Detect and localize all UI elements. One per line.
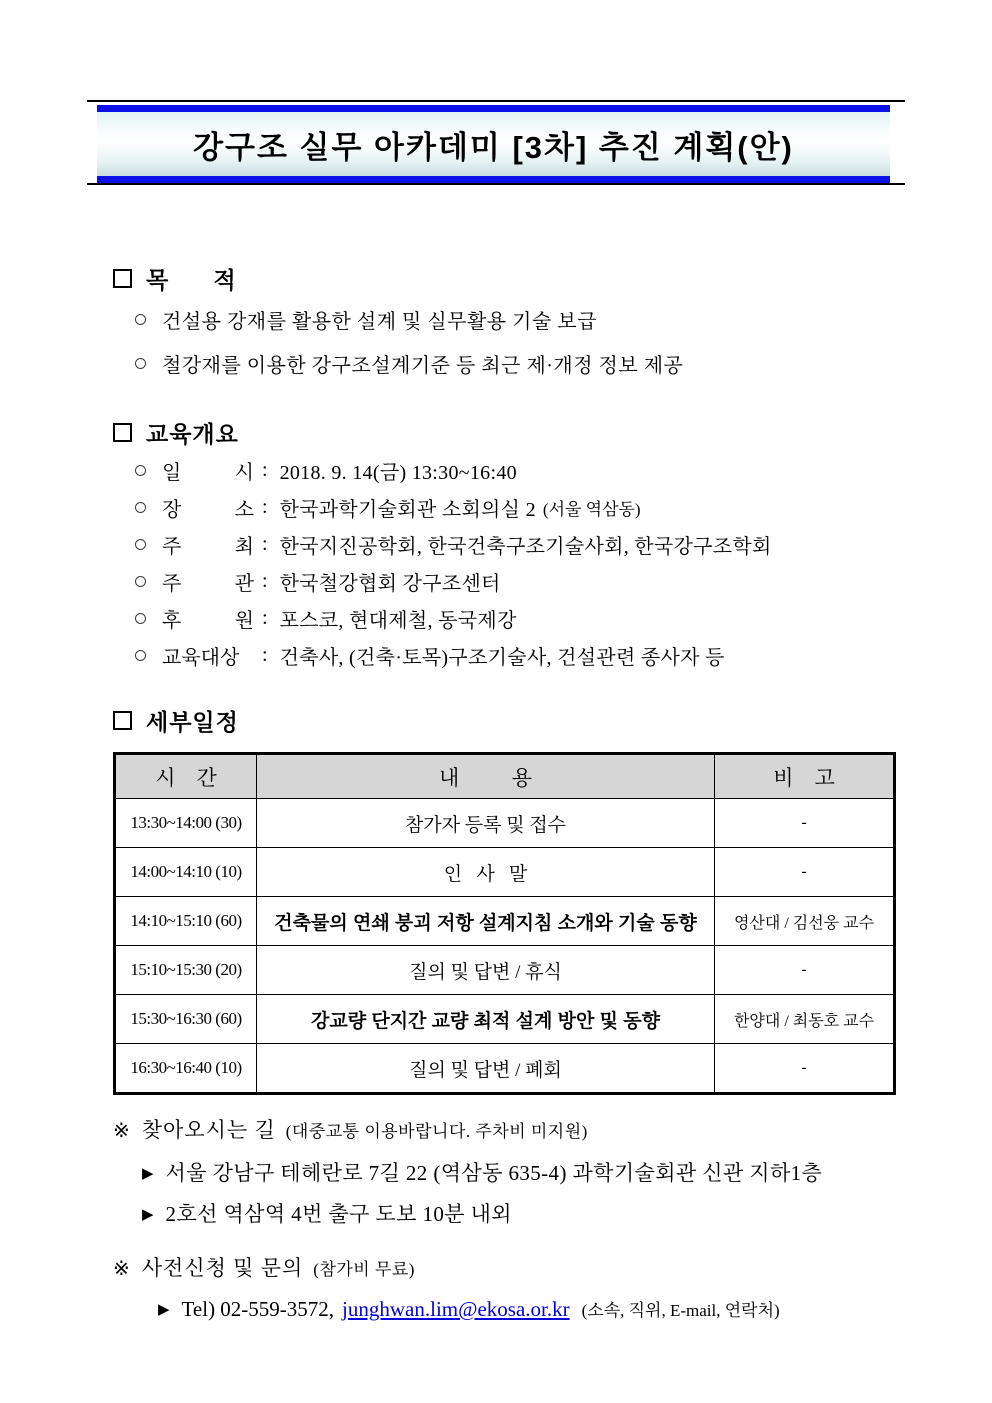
schedule-table [113, 752, 896, 1095]
contact-suffix-text: (소속, 직위, E-mail, 연락처) [581, 1301, 780, 1320]
schedule-time: 14:10~15:10 (60) [115, 897, 257, 946]
arrow-bullet-icon: ▶ [158, 1302, 170, 1318]
directions-subway-text: 2호선 역삼역 4번 출구 도보 10분 내외 [165, 1202, 512, 1226]
section-heading-overview [113, 416, 239, 449]
overview-row-value: 2018. 9. 14(금) 13:30~16:40 [279, 462, 517, 484]
schedule-note: 한양대 / 최동호 교수 [715, 995, 895, 1044]
purpose-item-list [135, 305, 683, 378]
schedule-time: 14:00~14:10 (10) [115, 848, 257, 897]
circle-bullet-icon [135, 465, 146, 476]
circle-bullet-icon [135, 539, 146, 550]
table-row [115, 946, 895, 995]
banner-box [97, 105, 890, 183]
overview-row-value: 한국지진공학회, 한국건축구조기술사회, 한국강구조학회 [279, 536, 772, 558]
schedule-note: - [715, 848, 895, 897]
schedule-time: 15:10~15:30 (20) [115, 946, 257, 995]
overview-row-datetime [135, 452, 772, 489]
checkbox-icon [113, 711, 132, 730]
circle-bullet-icon [135, 650, 146, 661]
overview-row-organizer [135, 563, 772, 600]
contact-tel-text: Tel) 02-559-3572, [181, 1297, 335, 1321]
table-row [115, 897, 895, 946]
circle-bullet-icon [135, 613, 146, 624]
colon-separator: : [262, 607, 268, 629]
purpose-heading-label: 목 적 [146, 267, 237, 293]
arrow-bullet-icon: ▶ [142, 1166, 154, 1182]
schedule-time: 13:30~14:00 (30) [115, 799, 257, 848]
directions-address-line [142, 1157, 822, 1187]
directions-heading [113, 1114, 588, 1144]
purpose-item-text: 철강재를 이용한 강구조설계기준 등 최근 제·개정 정보 제공 [162, 355, 684, 377]
purpose-item-text: 건설용 강재를 활용한 설계 및 실무활용 기술 보급 [162, 311, 597, 333]
colon-separator: : [262, 496, 268, 518]
colon-separator: : [262, 459, 268, 481]
colon-separator: : [262, 533, 268, 555]
overview-row-sponsor [135, 600, 772, 637]
directions-address-text: 서울 강남구 테헤란로 7길 22 (역삼동 635-4) 과학기술회관 신관 지하1층 [165, 1161, 823, 1185]
overview-row-list [135, 452, 772, 674]
overview-row-host [135, 526, 772, 563]
circle-bullet-icon [135, 314, 146, 325]
schedule-content: 질의 및 답변 / 휴식 [257, 946, 715, 995]
circle-bullet-icon [135, 576, 146, 587]
section-heading-purpose [113, 262, 237, 295]
table-header-row [115, 754, 895, 799]
overview-row-venue [135, 489, 772, 526]
schedule-content: 참가자 등록 및 접수 [257, 799, 715, 848]
table-row [115, 799, 895, 848]
application-heading [113, 1252, 415, 1282]
page-title: 강구조 실무 아카데미 [3차] 추진 계획(안) [193, 129, 794, 165]
overview-row-label: 주 관 [162, 573, 254, 595]
title-banner [87, 100, 905, 185]
overview-row-note: (서울 역삼동) [542, 500, 641, 519]
schedule-content: 인 사 말 [257, 848, 715, 897]
application-heading-label: 사전신청 및 문의 [141, 1256, 304, 1280]
checkbox-icon [113, 269, 132, 288]
column-header-note: 비 고 [715, 754, 895, 799]
schedule-time: 15:30~16:30 (60) [115, 995, 257, 1044]
directions-heading-note: (대중교통 이용바랍니다. 주차비 미지원) [285, 1122, 588, 1141]
banner-top-rule [87, 100, 905, 102]
section-heading-schedule [113, 704, 239, 737]
overview-row-value: 포스코, 현대제철, 동국제강 [279, 610, 517, 632]
schedule-heading-label: 세부일정 [146, 709, 239, 735]
arrow-bullet-icon: ▶ [142, 1207, 154, 1223]
reference-mark-icon: ※ [113, 1258, 130, 1280]
overview-row-label: 일 시 [162, 462, 254, 484]
overview-row-value: 한국과학기술회관 소회의실 2 [279, 499, 536, 521]
column-header-content: 내 용 [257, 754, 715, 799]
overview-row-label: 교육대상 [162, 647, 240, 669]
colon-separator: : [262, 570, 268, 592]
table-row [115, 1044, 895, 1094]
reference-mark-icon: ※ [113, 1120, 130, 1142]
colon-separator: : [262, 644, 268, 666]
directions-subway-line [142, 1198, 512, 1228]
directions-heading-label: 찾아오시는 길 [141, 1118, 276, 1142]
banner-bottom-rule [87, 183, 905, 185]
schedule-note: 영산대 / 김선웅 교수 [715, 897, 895, 946]
column-header-time: 시 간 [115, 754, 257, 799]
circle-bullet-icon [135, 502, 146, 513]
schedule-note: - [715, 946, 895, 995]
overview-heading-label: 교육개요 [146, 421, 239, 447]
list-item [135, 305, 683, 334]
schedule-content: 건축물의 연쇄 붕괴 저항 설계지침 소개와 기술 동향 [257, 897, 715, 946]
application-heading-note: (참가비 무료) [313, 1260, 415, 1279]
overview-row-label: 후 원 [162, 610, 254, 632]
overview-row-audience [135, 637, 772, 674]
schedule-note: - [715, 1044, 895, 1094]
schedule-note: - [715, 799, 895, 848]
circle-bullet-icon [135, 358, 146, 369]
schedule-content: 강교량 단지간 교량 최적 설계 방안 및 동향 [257, 995, 715, 1044]
overview-row-label: 주 최 [162, 536, 254, 558]
overview-row-label: 장 소 [162, 499, 254, 521]
contact-line [158, 1296, 780, 1322]
checkbox-icon [113, 423, 132, 442]
table-row [115, 848, 895, 897]
schedule-time: 16:30~16:40 (10) [115, 1044, 257, 1094]
overview-row-value: 건축사, (건축·토목)구조기술사, 건설관련 종사자 등 [279, 647, 725, 669]
table-row [115, 995, 895, 1044]
contact-email-link[interactable]: junghwan.lim@ekosa.or.kr [342, 1297, 570, 1321]
overview-row-value: 한국철강협회 강구조센터 [279, 573, 501, 595]
schedule-content: 질의 및 답변 / 폐회 [257, 1044, 715, 1094]
list-item [135, 349, 683, 378]
